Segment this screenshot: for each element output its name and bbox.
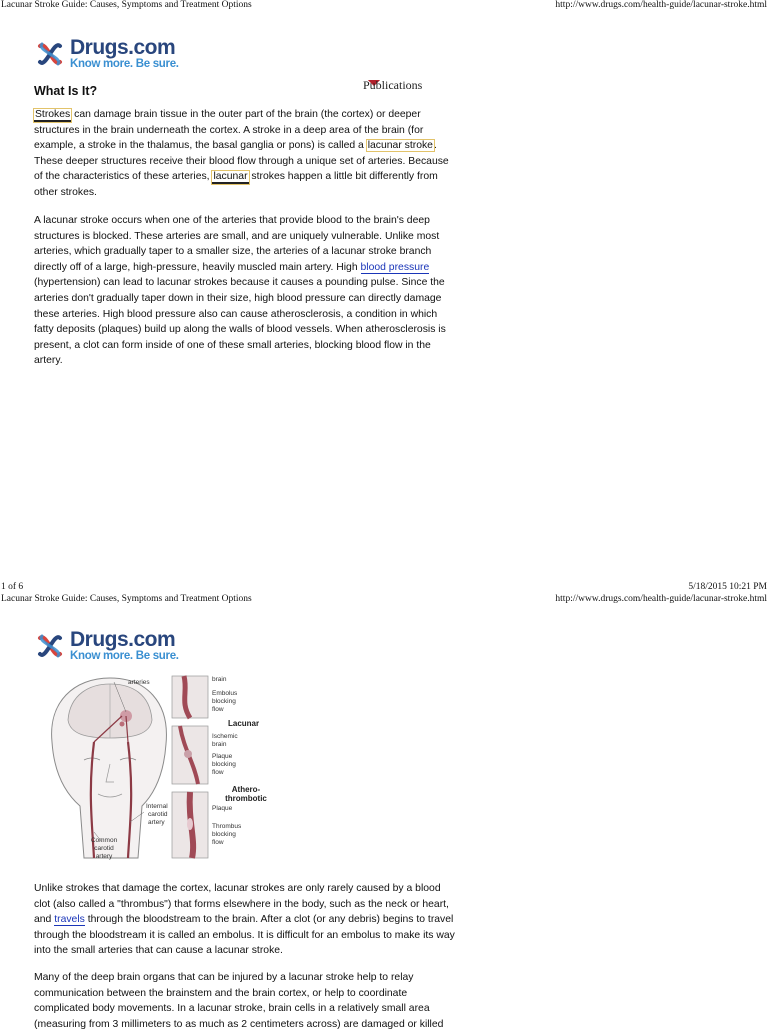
paragraph-1 (34, 107, 458, 201)
fig-label-thrombus-2: blocking (212, 831, 236, 838)
logo-tagline: Know more. Be sure. (70, 650, 179, 662)
paragraph-text: Unlike strokes that damage the cortex, lacunar strokes are only rarely caused by a blood clot (also called a "thrombus") that forms elsewhere in the body, such as the neck or heart, and (34, 883, 449, 926)
link-travels[interactable]: travels (54, 914, 85, 926)
fig-label-ischemic-2: brain (212, 741, 227, 748)
paragraph-2 (34, 213, 458, 369)
lacunar-stroke-illustration (34, 672, 294, 867)
keyword-lacunar-stroke[interactable]: lacunar stroke (367, 140, 433, 152)
fig-label-internal-carotid-2: carotid (148, 811, 168, 818)
paragraph-4: Many of the deep brain organs that can be injured by a lacunar stroke help to relay communication between the brainstem and the brain cortex, or help to coordinate complicated body movements. In a lacunar stroke, brain cells in a relatively small area (measuring from 3 millimeters to as much as 2 centimeters across) are damaged or killed (34, 972, 444, 1030)
publisher-fragment: Publications (363, 78, 423, 92)
fig-label-plaque-blocking-2: blocking (212, 761, 236, 768)
paragraph-text: can damage brain tissue in the outer part of the brain (the cortex) or deeper structures in the brain underneath the cortex. A stroke in a deep area of the brain (for example, a stroke in the thalamus, the basal ganglia or pons) is called a (34, 109, 424, 152)
header-url[interactable]: http://www.drugs.com/health-guide/lacunar-stroke.html (555, 0, 767, 10)
drugs-com-logo[interactable] (34, 37, 179, 71)
link-blood-pressure[interactable]: blood pressure (360, 261, 430, 273)
fig-label-plaque-blocking-3: flow (212, 769, 224, 776)
logo-name: Drugs.com (70, 628, 176, 651)
paragraph-text: (hypertension) can lead to lacunar strokes because it causes a pounding pulse. Since the arteries don't gradually taper down in their size, high blood pressure can directly damage these arteries. High blood pressure also can cause atherosclerosis, a condition in which fatty deposits (plaques) build up along the walls of blood vessels. When atherosclerosis is present, a clot can form inside of one of these small arteries, blocking blood flow in the artery. (34, 277, 446, 367)
paragraph-text: A lacunar stroke occurs when one of the arteries that provide blood to the brain's deep structures is blocked. These arteries are small, and are uniquely vulnerable. Unlike most arteries, which gradually taper to a smaller size, the arteries of a lacunar stroke branch directly off of a large, high-pressure, heavily muscled main artery. High (34, 215, 440, 273)
drugs-com-knot-icon (34, 630, 66, 662)
fig-label-athero-2: thrombotic (225, 794, 267, 803)
header-title: Lacunar Stroke Guide: Causes, Symptoms and Treatment Options (1, 0, 252, 10)
fig-label-thrombus: Thrombus (212, 823, 242, 830)
paragraph-text: . These deeper structures receive their blood flow through a unique set of arteries. Because of the characteristics of these arteries, (34, 140, 449, 183)
header-title: Lacunar Stroke Guide: Causes, Symptoms and Treatment Options (1, 594, 252, 604)
keyword-strokes[interactable]: Strokes (35, 109, 71, 120)
fig-label-plaque: Plaque (212, 805, 233, 812)
fig-label-athero: Athero- (231, 785, 261, 794)
fig-label-common-carotid: Common (90, 837, 118, 844)
section-heading: What Is It? (34, 84, 98, 98)
fig-label-plaque-blocking: Plaque (212, 753, 233, 760)
fig-label-thrombus-3: flow (212, 839, 224, 846)
fig-label-embolus: Embolus (212, 690, 238, 697)
header-url[interactable]: http://www.drugs.com/health-guide/lacunar-stroke.html (555, 594, 767, 604)
fig-label-common-carotid-3: artery (95, 853, 113, 860)
logo-name: Drugs.com (70, 36, 176, 59)
fig-label-embolus-3: flow (212, 706, 224, 713)
drugs-com-logo[interactable] (34, 629, 179, 663)
paragraph-3 (34, 881, 458, 959)
paragraph-text: through the bloodstream to the brain. After a clot (or any debris) begins to travel through the bloodstream it is called an embolus. It is difficult for an embolus to make its way into the small arteries that can cause a lacunar stroke. (34, 914, 455, 957)
paragraph-text: strokes happen a little bit differently from other strokes. (34, 171, 438, 198)
fig-label-lacunar: Lacunar (228, 719, 260, 728)
fig-label-internal-carotid: Internal (146, 803, 168, 810)
logo-tagline: Know more. Be sure. (70, 58, 179, 70)
fig-label-common-carotid-2: carotid (94, 845, 114, 852)
fig-label-arteries: arteries (128, 679, 150, 686)
fig-label-brain: brain (212, 676, 227, 683)
print-timestamp: 5/18/2015 10:21 PM (688, 582, 767, 592)
drugs-com-knot-icon (34, 38, 66, 70)
fig-label-ischemic: Ischemic (212, 733, 238, 740)
fig-label-embolus-2: blocking (212, 698, 236, 705)
keyword-lacunar[interactable]: lacunar (213, 171, 248, 183)
page-count: 1 of 6 (1, 582, 24, 592)
fig-label-internal-carotid-3: artery (148, 819, 165, 826)
